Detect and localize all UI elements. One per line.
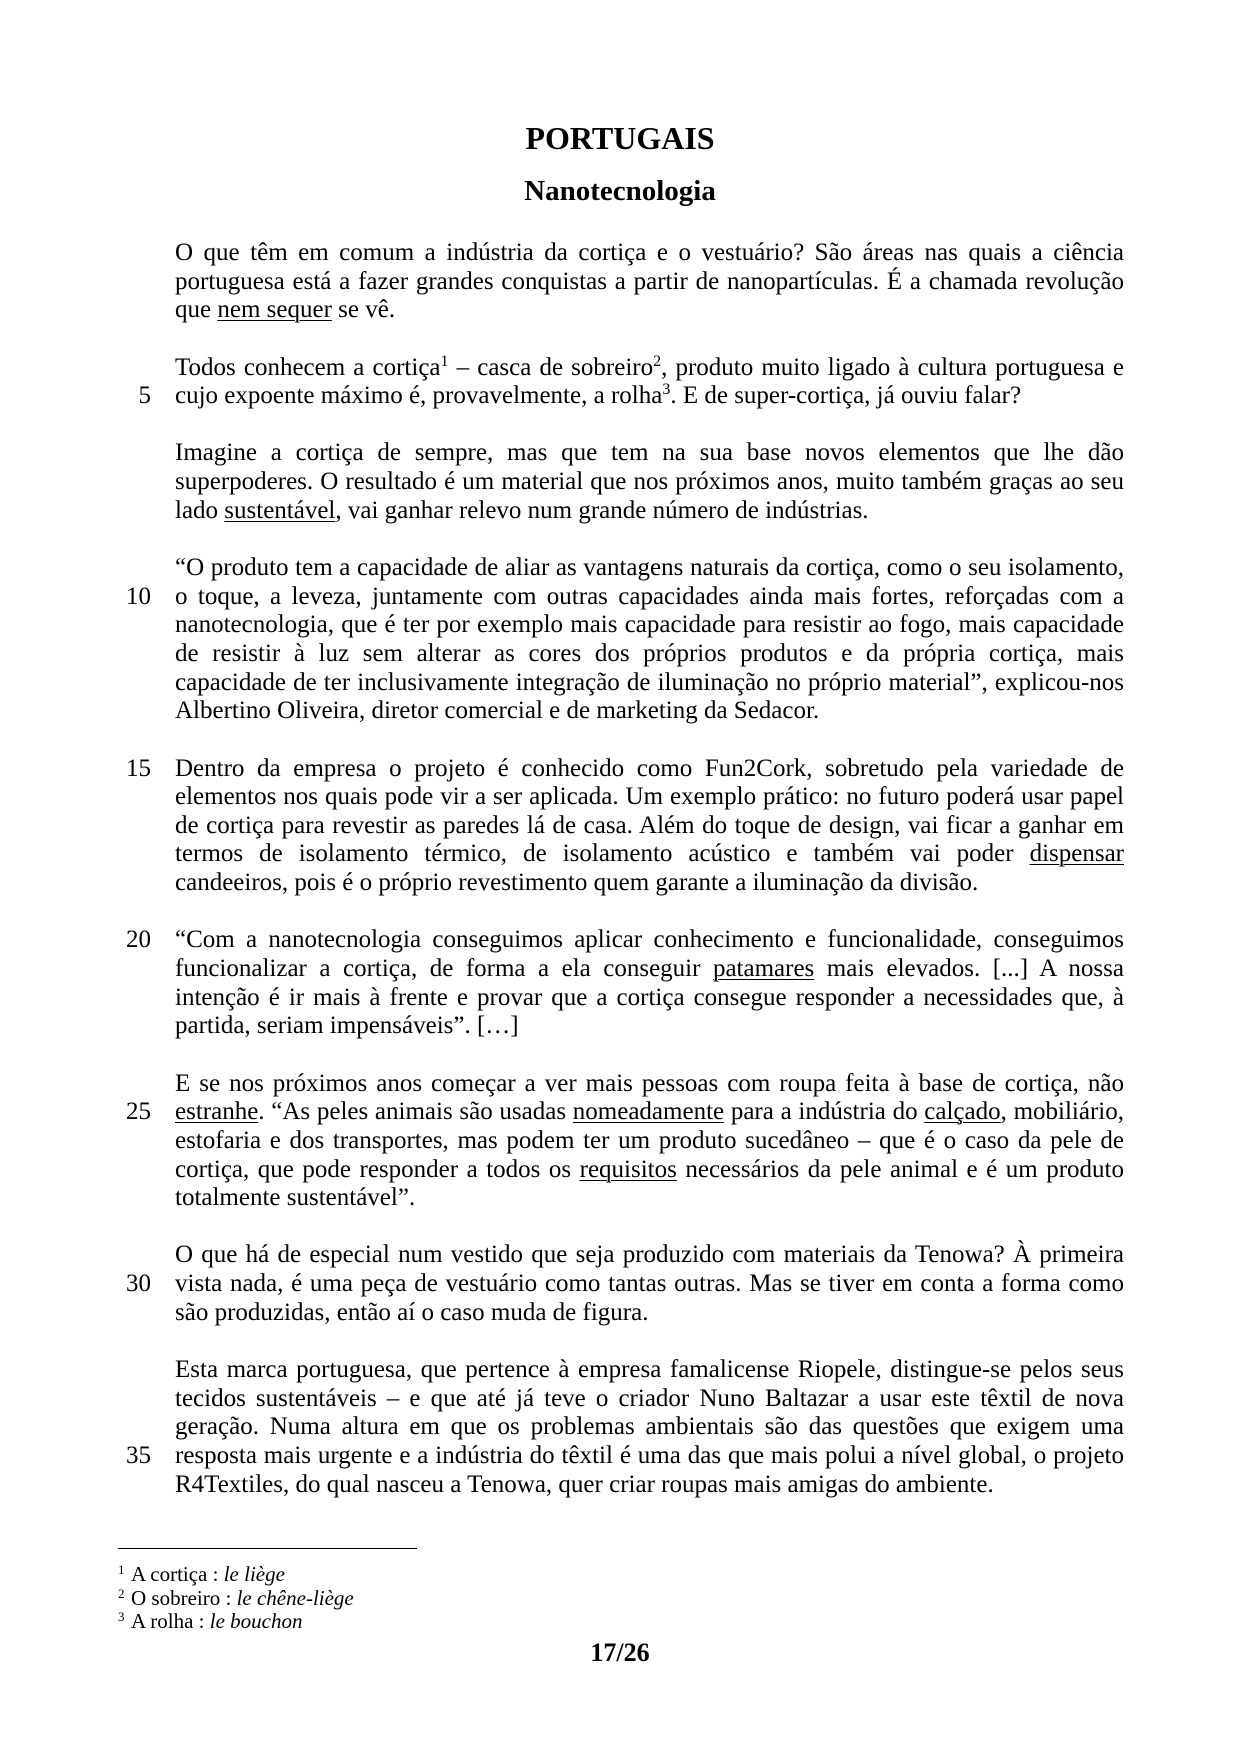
line-content (175, 354, 1124, 381)
underlined-term: requisitos (579, 1155, 677, 1183)
footnote: 2 O sobreiro : le chêne-liège (118, 1585, 354, 1610)
line-content (175, 669, 1124, 696)
text-segment: O que há de especial num vestido que seja produzido com materiais da Tenowa? À primeira (175, 1241, 1124, 1269)
text-segment: elementos nos quais pode vir a ser aplicada. Um exemplo prático: no futuro poderá usar papel (175, 783, 1124, 811)
footnote-translation: le liège (223, 1562, 285, 1586)
line-content (175, 268, 1124, 295)
footnotes (118, 1563, 1118, 1634)
text-segment: “O produto tem a capacidade de aliar as vantagens naturais da cortiça, como o seu isolamento, (175, 554, 1124, 582)
text-segment: nanotecnologia, que é ter por exemplo mais capacidade para resistir ao fogo, mais capacidade (175, 611, 1124, 639)
text-segment: Imagine a cortiça de sempre, mas que tem na sua base novos elementos que lhe dão (175, 439, 1124, 467)
page-number: 17/26 (590, 1638, 650, 1667)
line-content (175, 1098, 1124, 1125)
text-segment: de resistir à luz sem alterar as cores dos próprios produtos e da própria cortiça, mais (175, 639, 1124, 667)
text-line (175, 497, 1124, 526)
text-line (175, 1471, 1124, 1500)
text-segment: funcionalizar a cortiça, de forma a ela conseguir (175, 955, 713, 983)
line-content (175, 554, 1124, 581)
text-segment: estofaria e dos transportes, mas podem ter um produto sucedâneo – que é o caso da pele de (175, 1126, 1124, 1154)
text-line (175, 354, 1124, 383)
line-content (175, 869, 978, 896)
line-content (175, 497, 869, 524)
line-content (175, 468, 1124, 495)
text-segment: lado (175, 496, 225, 524)
line-content (175, 984, 1124, 1011)
text-segment: . “As peles animais são usadas (258, 1098, 573, 1126)
text-segment: mais elevados. [...] A nossa (814, 955, 1124, 983)
line-content (175, 1241, 1124, 1268)
text-line (175, 697, 1124, 726)
line-number: 20 (126, 926, 151, 954)
text-line (175, 268, 1124, 297)
footnote-translation: le bouchon (209, 1609, 303, 1633)
line-content (175, 640, 1124, 667)
text-segment: Esta marca portuguesa, que pertence à empresa famalicense Riopele, distingue-se pelos seus (175, 1355, 1124, 1383)
text-segment: necessários da pele animal e é um produto (676, 1155, 1124, 1183)
line-content (175, 611, 1124, 638)
text-line (126, 1441, 1124, 1471)
line-content (175, 1442, 1124, 1469)
text-segment: tecidos sustentáveis – e que até já teve o criador Nuno Baltazar a usar este têxtil de nova (175, 1384, 1124, 1412)
text-line (126, 754, 1124, 784)
paragraph (126, 1241, 1124, 1327)
text-segment: “Com a nanotecnologia conseguimos aplicar conhecimento e funcionalidade, conseguimos (175, 926, 1124, 954)
footnote-ref: 3 (662, 381, 671, 399)
underlined-term: nomeadamente (572, 1098, 725, 1126)
footnote-term: A cortiça : (131, 1562, 219, 1586)
text-line (175, 439, 1124, 468)
text-segment: vista nada, é uma peça de vestuário como tantas outras. Mas se tiver em conta a forma como (175, 1270, 1124, 1298)
line-content (175, 382, 1021, 409)
line-content (175, 1356, 1124, 1383)
text-segment: candeeiros, pois é o próprio revestimento quem garante a iluminação da divisão. (175, 869, 979, 897)
text-line (175, 1413, 1124, 1442)
text-line (175, 1241, 1124, 1270)
text-line (175, 812, 1124, 841)
underlined-term: patamares (712, 955, 815, 983)
underlined-term: calçado (924, 1098, 1001, 1126)
line-content (175, 1471, 994, 1498)
paragraph (175, 439, 1124, 525)
text-segment: se vê. (331, 296, 396, 324)
text-segment: que (175, 296, 218, 324)
text-line (126, 582, 1124, 612)
line-number: 10 (126, 582, 151, 610)
text-line (138, 381, 1124, 411)
text-segment: Dentro da empresa o projeto é conhecido como Fun2Cork, sobretudo pela variedade de (175, 754, 1124, 782)
text-segment: Albertino Oliveira, diretor comercial e de marketing da Sedacor. (175, 697, 820, 725)
text-line (175, 783, 1124, 812)
paragraph (126, 1069, 1124, 1213)
text-segment: superpoderes. O resultado é um material que nos próximos anos, muito também graças ao seu (175, 468, 1124, 496)
footnote-ref: 1 (440, 352, 449, 370)
text-segment: , produto muito ligado à cultura portuguesa e (661, 353, 1124, 381)
text-segment: totalmente sustentável”. (175, 1184, 416, 1212)
text-line (175, 640, 1124, 669)
line-content (175, 1156, 1124, 1183)
text-line (175, 611, 1124, 640)
text-line (126, 1270, 1124, 1299)
footnote-translation: le chêne-liège (236, 1585, 354, 1610)
line-content (175, 1184, 415, 1211)
line-content (175, 1127, 1124, 1154)
text-segment: de cortiça para revestir as paredes lá de casa. Além do toque de design, vai ficar a ganhar em (175, 811, 1124, 839)
paragraph (126, 554, 1124, 726)
text-segment: para a indústria do (724, 1098, 925, 1126)
line-content (175, 1299, 648, 1326)
line-content (175, 840, 1124, 867)
line-content (175, 1270, 1124, 1297)
text-line (126, 1098, 1124, 1127)
paragraph (126, 754, 1124, 898)
text-line (175, 1012, 1124, 1041)
footnote-divider (118, 1548, 417, 1549)
text-segment: , mobiliário, (1000, 1098, 1124, 1126)
line-number: 25 (126, 1098, 151, 1126)
footnote-term: O sobreiro : (131, 1585, 232, 1610)
text-segment: O que têm em comum a indústria da cortiça e o vestuário? São áreas nas quais a ciência (175, 239, 1124, 266)
line-content (175, 697, 819, 724)
underlined-term: dispensar (1029, 840, 1124, 868)
text-segment: portuguesa está a fazer grandes conquistas a partir de nanopartículas. É a chamada revolução (175, 267, 1124, 295)
line-content (175, 239, 1124, 266)
text-line (175, 669, 1124, 698)
line-content (175, 439, 1124, 466)
article-title: Nanotecnologia (524, 175, 716, 207)
footnote: 3 A rolha : le bouchon (118, 1609, 303, 1633)
footnote-ref: 2 (653, 352, 662, 370)
text-line (175, 840, 1124, 869)
text-line (175, 869, 1124, 898)
line-content (175, 812, 1124, 839)
text-segment: – casca de sobreiro (448, 353, 654, 381)
text-segment: geração. Numa altura em que os problemas ambientais são das questões que exigem uma (175, 1413, 1124, 1441)
text-line (175, 984, 1124, 1013)
line-content (175, 926, 1124, 953)
text-line (175, 554, 1124, 583)
text-line (175, 468, 1124, 497)
line-content (175, 1413, 1124, 1440)
text-segment: resposta mais urgente e a indústria do têxtil é uma das que mais polui a nível global, o projeto (175, 1441, 1124, 1469)
paragraph (126, 926, 1124, 1041)
text-line (175, 955, 1124, 984)
line-content (175, 583, 1124, 610)
text-segment: intenção é ir mais à frente e provar que a cortiça consegue responder a necessidades que, à (175, 983, 1124, 1011)
text-segment: partida, seriam impensáveis”. […] (175, 1012, 519, 1040)
line-content (175, 296, 395, 323)
text-segment: o toque, a leveza, juntamente com outras capacidades ainda mais fortes, reforçadas com a (175, 582, 1124, 610)
line-number: 5 (138, 382, 151, 410)
text-segment: cortiça, que pode responder a todos os (175, 1155, 580, 1183)
paragraph (138, 352, 1124, 411)
text-line (175, 1184, 1124, 1213)
line-content (175, 783, 1124, 810)
text-segment: termos de isolamento térmico, de isolamento acústico e também vai poder (175, 840, 1030, 868)
line-content (175, 955, 1124, 982)
text-line (175, 296, 1124, 325)
text-segment: R4Textiles, do qual nasceu a Tenowa, quer criar roupas mais amigas do ambiente. (175, 1470, 994, 1498)
text-line (175, 1356, 1124, 1385)
paragraph (175, 239, 1124, 325)
text-segment: Todos conhecem a cortiça (175, 353, 441, 381)
text-line (175, 239, 1124, 268)
text-line (175, 1070, 1124, 1099)
text-segment: , vai ganhar relevo num grande número de indústrias. (335, 496, 869, 524)
text-segment: são produzidas, então aí o caso muda de figura. (175, 1298, 649, 1326)
line-number: 15 (126, 754, 151, 782)
text-line (175, 1156, 1124, 1185)
line-number: 35 (126, 1441, 151, 1469)
text-line (175, 1299, 1124, 1328)
line-number: 30 (126, 1270, 151, 1298)
footnote: 1 A cortiça : le liège (118, 1562, 285, 1586)
text-line (126, 926, 1124, 955)
text-segment: E se nos próximos anos começar a ver mais pessoas com roupa feita à base de cortiça, não (175, 1069, 1124, 1097)
line-content (175, 1012, 519, 1039)
footnote-term: A rolha : (131, 1609, 205, 1633)
text-segment: cujo expoente máximo é, provavelmente, a rolha (175, 382, 663, 410)
line-content (175, 755, 1124, 782)
underlined-term: sustentável (224, 496, 336, 524)
page-title: PORTUGAIS (525, 120, 715, 156)
article-body (126, 239, 1124, 1528)
underlined-term: nem sequer (217, 296, 332, 324)
text-segment: . E de super-cortiça, já ouviu falar? (670, 382, 1022, 410)
line-content (175, 1070, 1124, 1097)
paragraph (126, 1355, 1124, 1499)
text-line (175, 1385, 1124, 1414)
underlined-term: estranhe (175, 1098, 259, 1126)
text-segment: capacidade de ter inclusivamente integração de iluminação no próprio material”, explicou-nos (175, 668, 1124, 696)
text-line (175, 1127, 1124, 1156)
line-content (175, 1385, 1124, 1412)
